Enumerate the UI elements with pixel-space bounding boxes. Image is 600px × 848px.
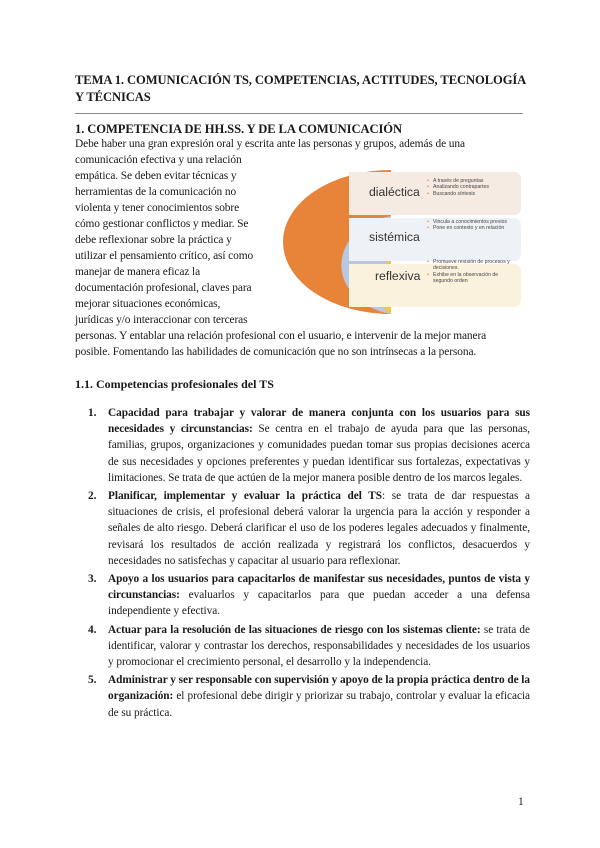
- item-lead: Capacidad para trabajar y valorar de manera conjunta con los usuarios para sus necesidades y circunstancias:: [108, 407, 530, 436]
- item-text: evaluarlos y capacitarlos para que puedan acceder a una defensa independiente y efectiva.: [108, 589, 530, 618]
- bullet-item: • Buscando síntesis: [427, 191, 515, 197]
- paragraph-line: mejorar situaciones económicas,: [75, 298, 221, 310]
- list-item: [88, 405, 530, 486]
- label-reflexiva: reflexiva: [375, 269, 421, 283]
- item-text: Se centra en el trabajo de ayuda para que las personas, familias, grupos, organizaciones y comunidades puedan tomar sus propias decisiones acerca de sus necesidades y opciones preferentes y puedan identificar sus fortalezas, expectativas y limitaciones. Se trata de que actúen de la mejor manera posible dentro de los marcos legales.: [108, 423, 530, 484]
- bullets-reflexiva: [427, 259, 515, 285]
- item-number: 5.: [88, 674, 97, 687]
- document-title: TEMA 1. COMUNICACIÓN TS, COMPETENCIAS, ACTITUDES, TECNOLOGÍA Y TÉCNICAS: [75, 73, 526, 104]
- item-lead: Administrar y ser responsable con supervisión y apoyo de la propia práctica dentro de la organización:: [108, 674, 530, 703]
- item-number: 1.: [88, 407, 97, 419]
- paragraph-line: cómo gestionar conflictos y mediar. Se: [75, 218, 249, 230]
- item-text: se trata de identificar, valorar y contrastar los derechos, responsabilidades y necesidades de los usuarios y promocionar el crecimiento personal, el desarrollo y la independencia.: [108, 623, 530, 669]
- bullets-dialectica: [427, 178, 515, 197]
- bullet-item: • Pone en contexto y en relación: [427, 225, 515, 231]
- paragraph-line: manejar de manera eficaz la: [75, 266, 201, 278]
- paragraph-line: comunicación efectiva y una relación: [75, 154, 242, 166]
- item-text: el profesional debe dirigir y priorizar su trabajo, controlar y evaluar la eficacia de su práctica.: [108, 690, 530, 719]
- bullet-item: • Exhibe en la observación de segundo orden: [427, 272, 515, 285]
- paragraph-line: utilizar el pensamiento crítico, así como: [75, 250, 254, 262]
- paragraph-line: personas. Y entablar una relación profesional con el usuario, e intervenir de la mejor manera: [75, 330, 487, 342]
- item-number: 2.: [88, 490, 97, 503]
- item-number: 4.: [88, 623, 97, 636]
- title-divider: [75, 113, 523, 114]
- paragraph-line: violenta y tener conocimientos sobre: [75, 202, 240, 214]
- paragraph-line: jurídicas y/o interaccionar con terceras: [75, 314, 248, 326]
- bullets-sistemica: [427, 219, 515, 232]
- bullet-item: • Vincula a conocimientos previos: [427, 219, 515, 225]
- paragraph-line: herramientas de la comunicación no: [75, 186, 237, 198]
- page-number: 1: [518, 796, 524, 808]
- bullet-item: • Analizando contrapartes: [427, 184, 515, 190]
- paragraph-line: empática. Se deben evitar técnicas y: [75, 170, 237, 182]
- competencias-list: [88, 405, 530, 723]
- item-lead: Planificar, implementar y evaluar la práctica del TS: [108, 490, 383, 503]
- bullet-item: • Promueve revisión de procesos y decisiones.: [427, 259, 515, 272]
- label-sistemica: sistémica: [369, 230, 420, 244]
- list-item: [88, 488, 530, 569]
- bullet-item: • A través de preguntas: [427, 178, 515, 184]
- item-lead: Actuar para la resolución de las situaciones de riesgo con los sistemas cliente:: [108, 623, 481, 636]
- item-text: : se trata de dar respuestas a situaciones de crisis, el profesional deberá valorar la urgencia para la acción y responder a señales de alto riesgo. Deberá clarificar el uso de los poderes legales adecuados y finalmente, revisará los resultados de acción realizada y registrará los conflictos, desacuerdos y necesidades no satisfechas y capacitar al usuario para reflexionar.: [108, 490, 530, 567]
- section-heading: 1. COMPETENCIA DE HH.SS. Y DE LA COMUNICACIÓN: [75, 122, 402, 136]
- paragraph-line: documentación profesional, claves para: [75, 282, 252, 294]
- thinking-types-diagram: [281, 167, 523, 314]
- paragraph-line: posible. Fomentando las habilidades de comunicación que no son intrínsecas a la persona.: [75, 346, 477, 358]
- list-item: [88, 571, 530, 620]
- item-number: 3.: [88, 573, 97, 586]
- paragraph-line: debe reflexionar sobre la práctica y: [75, 234, 232, 246]
- item-lead: Apoyo a los usuarios para capacitarlos de manifestar sus necesidades, puntos de vista y circunstancias:: [108, 573, 530, 602]
- list-item: [88, 622, 530, 671]
- paragraph-line: Debe haber una gran expresión oral y escrita ante las personas y grupos, además de una: [75, 138, 465, 150]
- list-item: [88, 672, 530, 721]
- label-dialectica: dialéctica: [369, 185, 420, 199]
- subsection-heading: 1.1. Competencias profesionales del TS: [75, 377, 274, 391]
